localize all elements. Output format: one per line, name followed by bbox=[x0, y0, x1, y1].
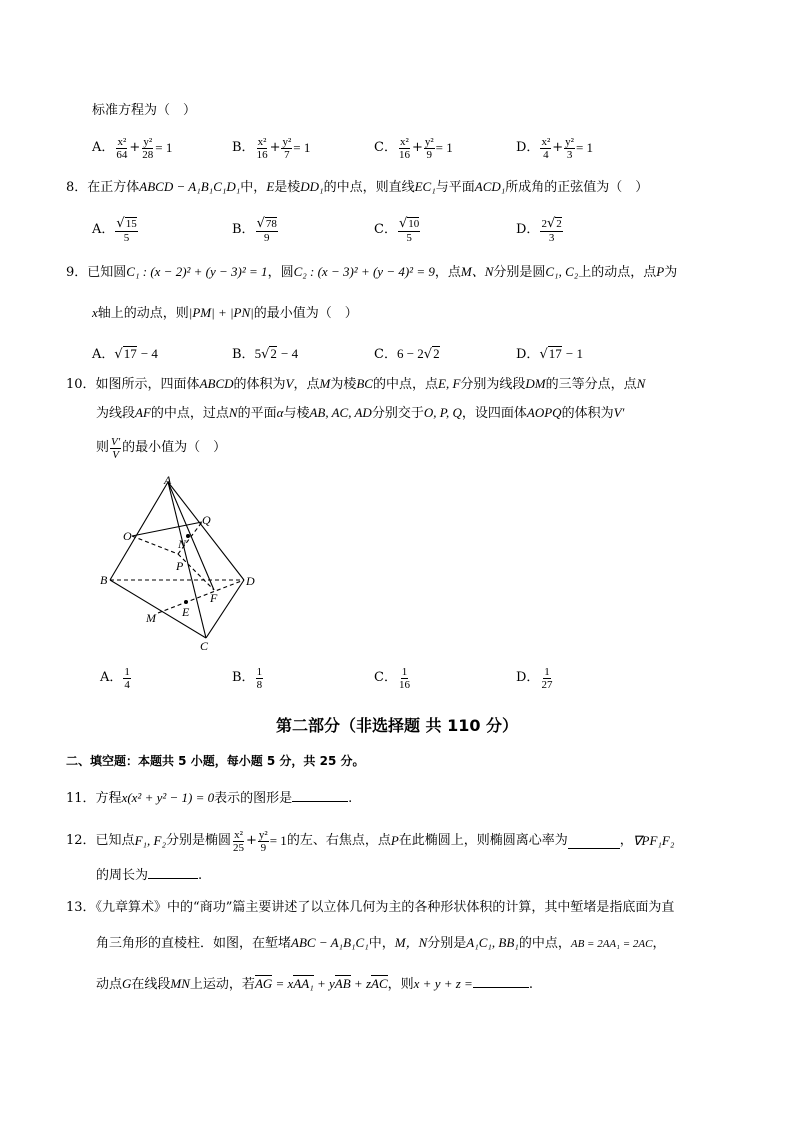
q10-option-d: D． $\frac{1}{27}$ bbox=[516, 665, 553, 691]
edge-cd bbox=[206, 580, 244, 638]
q10-stem-line2: 为线段AF的中点，过点N的平面α与棱AB, AC, AD分别交于O, P, Q，设四面体AOPQ的体积为V′ bbox=[96, 405, 625, 421]
q11-stem: 11．方程x(x² + y² − 1) = 0表示的图形是 . bbox=[66, 790, 353, 806]
q9-option-d: D．√17 − 1 bbox=[516, 346, 583, 362]
q13-stem-line1: 13．《九章算术》中的“商功”篇主要讲述了以立体几何为主的各种形状体积的计算，其中堑堵是指底面为直 bbox=[66, 900, 675, 915]
q8-option-b: B． $\frac{√78}{9}$ bbox=[232, 215, 277, 244]
q8-option-c: C． $\frac{√10}{5}$ bbox=[374, 215, 420, 244]
q7-option-b: B． $\frac{\text{x²}}{16}$ + $\frac{\text{y²}}{7}$ = 1 bbox=[232, 135, 311, 161]
q8-stem: 8．在正方体ABCD − A₁B₁C₁D₁中，E是棱DD₁的中点，则直线EC₁与平面ACD₁所成角的正弦值为（ ） bbox=[66, 179, 649, 195]
q7-option-d: D． $\frac{\text{x²}}{4}$ + $\frac{\text{y²}}{3}$ = 1 bbox=[516, 135, 594, 161]
q11-answer-blank[interactable] bbox=[292, 801, 348, 802]
label-c: C bbox=[200, 639, 209, 653]
label-a: A bbox=[164, 473, 172, 487]
point-e bbox=[184, 600, 188, 604]
segment-op bbox=[132, 536, 178, 554]
label-e: E bbox=[182, 605, 190, 619]
point-n bbox=[186, 534, 190, 538]
part-two-title: 第二部分（非选择题 共 110 分） bbox=[275, 716, 519, 735]
q10-stem-line3: 则 $\frac{V'}{V}$ 的最小值为（ ） bbox=[96, 435, 227, 461]
q10-option-c: C． $\frac{1}{16}$ bbox=[374, 665, 410, 691]
q10-option-a: A． $\frac{1}{4}$ bbox=[100, 665, 130, 691]
q10-option-b: B． $\frac{1}{8}$ bbox=[232, 665, 263, 691]
q9-option-c: C．6 − 2√2 bbox=[374, 346, 440, 362]
q9-stem-line2: x轴上的动点，则|PM| + |PN|的最小值为（ ） bbox=[92, 305, 358, 321]
segment-dm bbox=[158, 580, 244, 613]
label-n: N bbox=[178, 537, 187, 551]
label-o: O bbox=[123, 529, 132, 543]
q9-stem: 9．已知圆C₁ : (x − 2)² + (y − 3)² = 1，圆C₂ : (x − 3)² + (y − 4)² = 9，点M、N分别是圆C₁, C₂上的动点，点P为 bbox=[66, 264, 678, 280]
edge-bc bbox=[110, 580, 206, 638]
section-fill-in-heading: 二、填空题：本题共 5 小题，每小题 5 分，共 25 分。 bbox=[66, 754, 365, 768]
q9-option-a: A．√17 − 4 bbox=[92, 346, 158, 362]
q13-answer-blank[interactable] bbox=[473, 987, 529, 988]
q9-option-b: B．5√2 − 4 bbox=[232, 346, 299, 362]
q13-stem-line3: 动点G在线段MN上运动，若AG = xAA₁ + yAB + zAC，则x + y + z = . bbox=[96, 976, 533, 992]
q7-stem-tail: 标准方程为（ ） bbox=[92, 103, 197, 118]
q8-option-a: A． $\frac{√15}{5}$ bbox=[92, 215, 137, 244]
q12-stem: 12． 已知点 F₁, F₂ 分别是椭圆 $\frac{\text{x²}}{25}$ + $\frac{\text{y²}}{9}$ = 1 的左、右焦点，点 P 在此椭圆上，则椭圆离心率为 ， ∇PF₁F₂ bbox=[66, 828, 675, 854]
label-f: F bbox=[210, 591, 218, 605]
q12-stem-line2: 的周长为 . bbox=[96, 868, 203, 883]
q13-stem-line2: 角三角形的直棱柱．如图，在堑堵ABC − A₁B₁C₁中，M，N分别是A₁C₁, BB₁的中点，AB = 2AA₁ = 2AC， bbox=[96, 935, 666, 951]
tetrahedron-figure bbox=[98, 472, 268, 654]
q8-option-d: D． $\frac{2√2}{3}$ bbox=[516, 215, 562, 244]
q12-eccentricity-blank[interactable] bbox=[568, 834, 620, 849]
label-p: P bbox=[176, 559, 184, 573]
label-d: D bbox=[246, 574, 255, 588]
q10-stem-line1: 10．如图所示，四面体ABCD的体积为V，点M为棱BC的中点，点E, F分别为线段DM的三等分点，点N bbox=[66, 376, 646, 392]
q7-option-a: A． $\frac{\text{x²}}{64}$ + $\frac{\text{y²}}{28}$ = 1 bbox=[92, 135, 173, 161]
segment-pf bbox=[178, 554, 214, 590]
label-q: Q bbox=[202, 513, 211, 527]
label-b: B bbox=[100, 573, 108, 587]
q12-perimeter-blank[interactable] bbox=[148, 878, 198, 879]
label-m: M bbox=[146, 611, 156, 625]
q7-option-c: C． $\frac{\text{x²}}{16}$ + $\frac{\text{y²}}{9}$ = 1 bbox=[374, 135, 453, 161]
